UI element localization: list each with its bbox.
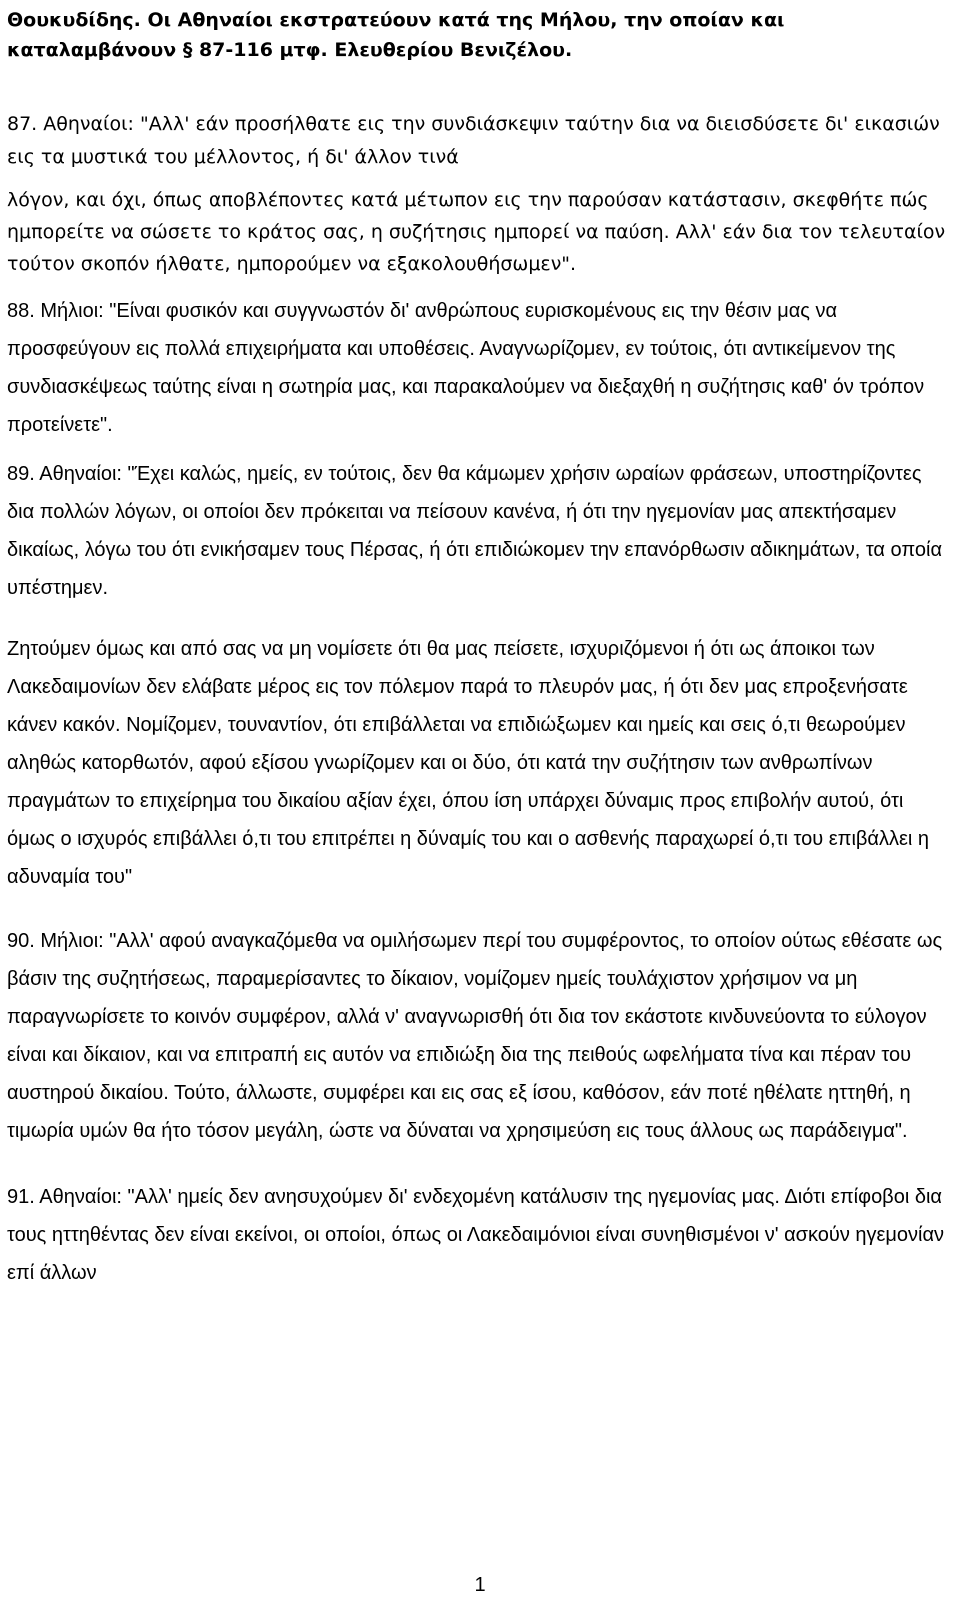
document-page (7, 0, 953, 1596)
paragraph-89-continued: Ζητούμεν όμως και από σας να μη νομίσετε ότι θα μας πείσετε, ισχυριζόμενοι ή ότι ως άποικοι των Λακεδαιμονίων δεν ελάβατε μέρος εις τον πόλεμον παρά το πλευρόν μας, ή ότι δεν μας επροξενήσατε κάνεν κακόν. Νομίζομεν, τουναντίον, ότι επιβάλλεται να επιδιώξωμεν και ημείς και σεις ό,τι θεωρούμεν αληθώς κατορθωτόν, αφού εξίσου γνωρίζομεν και οι δύο, ότι κατά την συζήτησιν των ανθρωπίνων πραγμάτων το επιχείρημα του δικαίου αξίαν έχει, όπου ίση υπάρχει δύναμις προς επιβολήν αυτού, ότι όμως ο ισχυρός επιβάλλει ό,τι του επιτρέπει η δύναμίς του και ο ασθενής παραχωρεί ό,τι του επιβάλλει η αδυναμία του" (7, 638, 930, 888)
paragraph-89: 89. Αθηναίοι: "Έχει καλώς, ημείς, εν τούτοις, δεν θα κάμωμεν χρήσιν ωραίων φράσεων, υποστηρίζοντες δια πολλών λόγων, οι οποίοι δεν πρόκειται να πείσουν κανένα, ή ότι την ηγεμονίαν μας απεκτήσαμεν δικαίως, λόγω του ότι ενικήσαμεν τους Πέρσας, ή ότι επιδιώκομεν την επανόρθωσιν αδικημάτων, τα οποία υπέστημεν. (7, 463, 943, 599)
page-number: 1 (474, 1574, 486, 1596)
paragraph-87-start: 87. Αθηναίοι: "Αλλ' εάν προσήλθατε εις την συνδιάσκεψιν ταύτην δια να διεισδύσετε δι' εικασιών εις τα μυστικά του μέλλοντος, ή δι' άλλον τινά (7, 113, 940, 168)
paragraph-87-continued: λόγον, και όχι, όπως αποβλέποντες κατά μέτωπον εις την παρούσαν κατάστασιν, σκεφθήτε πώς ημπορείτε να σώσετε το κράτος σας, η συζήτησις ημπορεί να παύση. Αλλ' εάν δια τον τελευταίον τούτον σκοπόν ήλθατε, ημπορούμεν να εξακολουθήσωμεν". (7, 189, 946, 275)
paragraph-90: 90. Μήλιοι: "Αλλ' αφού αναγκαζόμεθα να ομιλήσωμεν περί του συμφέροντος, το οποίον ούτως εθέσατε ως βάσιν της συζητήσεως, παραμερίσαντες το δίκαιον, νομίζομεν ημείς τουλάχιστον χρήσιμον να μη παραγνωρίσετε το κοινόν συμφέρον, αλλά ν' αναγνωρισθή ότι δια τον εκάστοτε κινδυνεύοντα το εύλογον είναι και δίκαιον, και να επιτραπή εις αυτόν να επιδιώξη δια της πειθούς ωφελήματα τίνα και πέραν του αυστηρού δικαίου. Τούτο, άλλωστε, συμφέρει και εις σας εξ ίσου, καθόσον, εάν ποτέ ηθέλατε ηττηθή, η τιμωρία υμών θα ήτο τόσον μεγάλη, ώστε να δύναται να χρησιμεύση εις τους άλλους ως παράδειγμα". (7, 930, 943, 1142)
paragraph-88: 88. Μήλιοι: "Είναι φυσικόν και συγγνωστόν δι' ανθρώπους ευρισκομένους εις την θέσιν μας να προσφεύγουν εις πολλά επιχειρήματα και υποθέσεις. Αναγνωρίζομεν, εν τούτοις, ότι αντικείμενον της συνδιασκέψεως ταύτης είναι η σωτηρία μας, και παρακαλούμεν να διεξαχθή η συζήτησις καθ' όν τρόπον προτείνετε". (7, 300, 925, 436)
document-title: Θουκυδίδης. Οι Αθηναίοι εκστρατεύουν κατά της Μήλου, την οποίαν και καταλαμβάνουν § 87-116 μτφ. Ελευθερίου Βενιζέλου. (7, 9, 785, 61)
paragraph-91: 91. Αθηναίοι: "Αλλ' ημείς δεν ανησυχούμεν δι' ενδεχομένη κατάλυσιν της ηγεμονίας μας. Διότι επίφοβοι δια τους ηττηθέντας δεν είναι εκείνοι, οι οποίοι, όπως οι Λακεδαιμόνιοι είναι συνηθισμένοι ν' ασκούν ηγεμονίαν επί άλλων (7, 1186, 945, 1284)
